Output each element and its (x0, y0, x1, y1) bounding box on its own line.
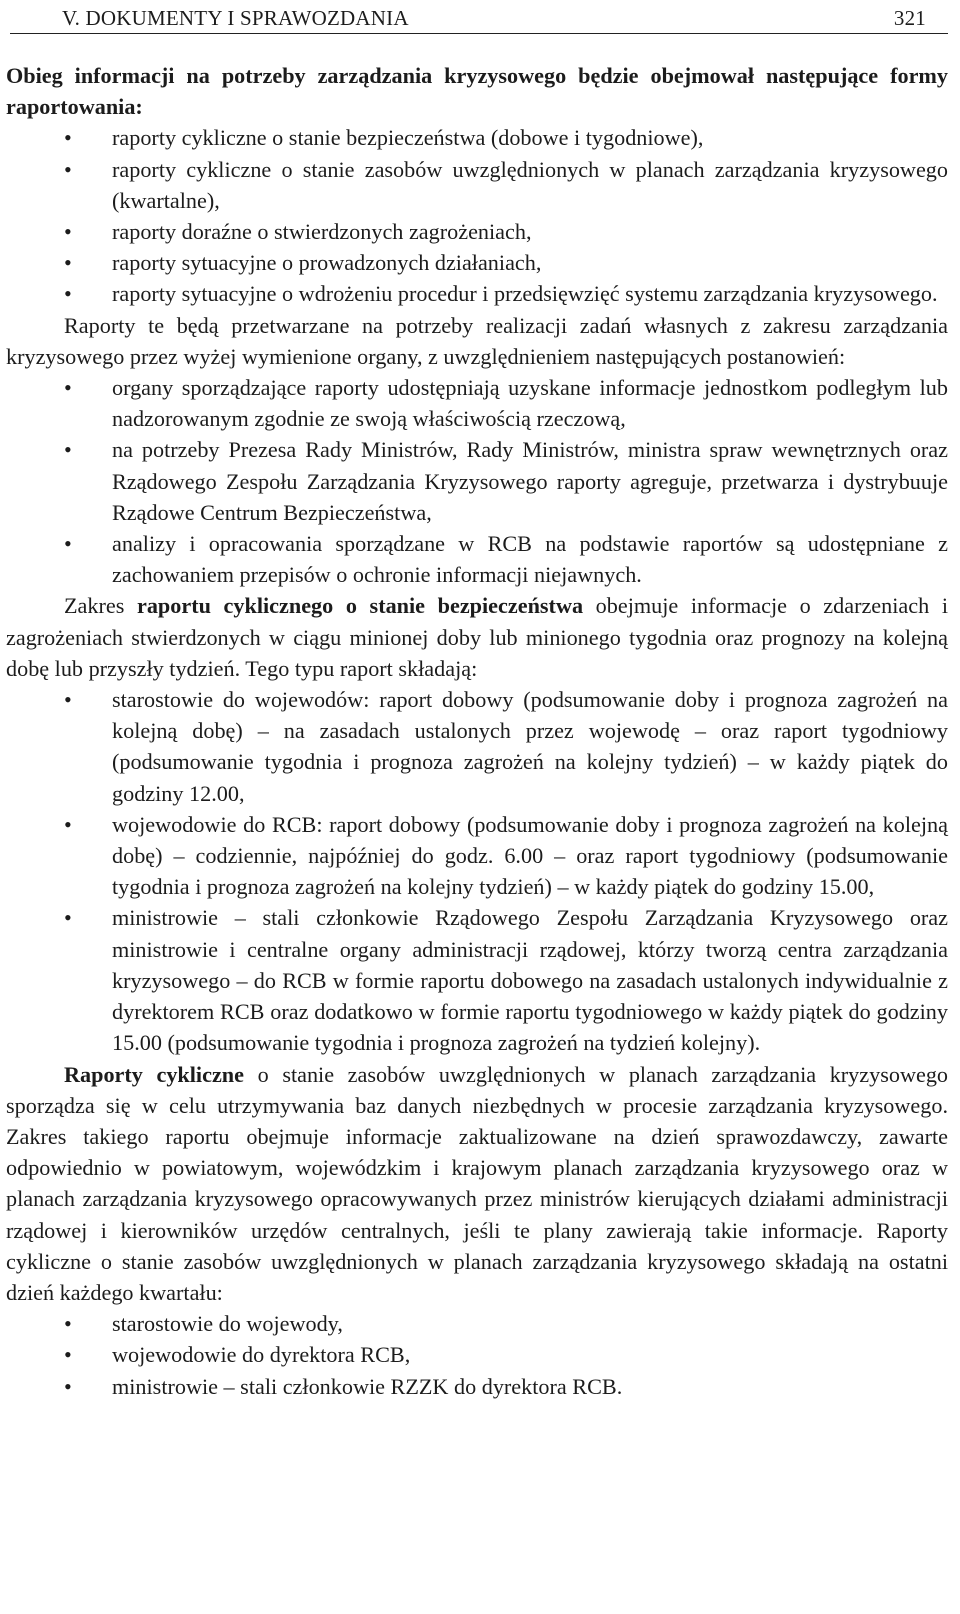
list-item: • raporty cykliczne o stanie bezpieczeństwa (dobowe i tygodniowe), (6, 122, 948, 153)
list-item: • wojewodowie do dyrektora RCB, (6, 1339, 948, 1370)
paragraph (6, 590, 948, 684)
list-item: • raporty sytuacyjne o prowadzonych działaniach, (6, 247, 948, 278)
section-title: V. DOKUMENTY I SPRAWOZDANIA (62, 6, 409, 30)
page-body (6, 34, 948, 1402)
bold-term: raportu cyklicznego o stanie bezpieczeństwa (136, 593, 584, 619)
paragraph-lead: Zakres (64, 593, 137, 619)
page-number: 321 (893, 6, 926, 30)
running-header (10, 0, 948, 34)
resource-report-list (6, 1308, 948, 1402)
provisions-list (6, 372, 948, 590)
list-item: • raporty cykliczne o stanie zasobów uwzględnionych w planach zarządzania kryzysowego (kwartalne), (6, 154, 948, 216)
reporting-forms-list (6, 122, 948, 309)
list-item: • starostowie do wojewody, (6, 1308, 948, 1339)
paragraph-text: o stanie zasobów uwzględnionych w planach zarządzania kryzysowego sporządza się w celu utrzymywania baz danych niezbędnych w procesie zarządzania kryzysowego. Zakres takiego raportu obejmuje informacje zaktualizowane na dzień sprawozdawczy, zawarte odpowiednio w powiatowym, wojewódzkim i krajowym planach zarządzania kryzysowego oraz w planach zarządzania kryzysowego opracowywanych przez ministrów kierujących działami administracji rządowej i kierowników urzędów centralnych, jeśli te plany zawierają takie informacje. Raporty cykliczne o stanie zasobów uwzględnionych w planach zarządzania kryzysowego składają na ostatni dzień każdego kwartału: (6, 1061, 949, 1305)
security-report-list (6, 684, 948, 1058)
list-item: • raporty doraźne o stwierdzonych zagrożeniach, (6, 216, 948, 247)
list-item: • ministrowie – stali członkowie RZZK do dyrektora RCB. (6, 1371, 948, 1402)
paragraph: Raporty te będą przetwarzane na potrzeby realizacji zadań własnych z zakresu zarządzania kryzysowego przez wyżej wymienione organy, z uwzględnieniem następujących postanowień: (6, 312, 948, 369)
list-item: • wojewodowie do RCB: raport dobowy (podsumowanie doby i prognoza zagrożeń na kolejną dobę) – codziennie, najpóźniej do godz. 6.00 – oraz raport tygodniowy (podsumowanie tygodnia i prognoza zagrożeń na kolejny tydzień) – w każdy piątek do godziny 15.00, (6, 809, 948, 903)
list-item: • organy sporządzające raporty udostępniają uzyskane informacje jednostkom podległym lub nadzorowanym zgodnie ze swoją właściwością rzeczową, (6, 372, 948, 434)
paragraph-text: obejmuje informacje o zdarzeniach i zagrożeniach stwierdzonych w ciągu minionej doby lub minionego tygodnia oraz prognozy na kolejną dobę lub przyszły tydzień. Tego typu raport składają: (6, 593, 948, 681)
paragraph (6, 1059, 948, 1309)
section-heading: Obieg informacji na potrzeby zarządzania kryzysowego będzie obejmował następujące formy raportowania: (6, 63, 948, 120)
list-item: • starostowie do wojewodów: raport dobowy (podsumowanie doby i prognoza zagrożeń na kolejną dobę) – na zasadach ustalonych przez wojewodę – oraz raport tygodniowy (podsumowanie tygodnia i prognoza zagrożeń na kolejny tydzień) – w każdy piątek do godziny 12.00, (6, 684, 948, 809)
list-item: • ministrowie – stali członkowie Rządowego Zespołu Zarządzania Kryzysowego oraz ministrowie i centralne organy administracji rządowej, którzy tworzą centra zarządzania kryzysowego – do RCB w formie raportu dobowego na zasadach ustalonych indywidualnie z dyrektorem RCB oraz dodatkowo w formie raportu tygodniowego w każdy piątek do godziny 15.00 (podsumowanie tygodnia i prognoza zagrożeń na tydzień kolejny). (6, 902, 948, 1058)
list-item: • analizy i opracowania sporządzane w RCB na podstawie raportów są udostępniane z zachowaniem przepisów o ochronie informacji niejawnych. (6, 528, 948, 590)
list-item: • raporty sytuacyjne o wdrożeniu procedur i przedsięwzięć systemu zarządzania kryzysowego. (6, 278, 948, 309)
bold-term: Raporty cykliczne (64, 1061, 244, 1087)
list-item: • na potrzeby Prezesa Rady Ministrów, Rady Ministrów, ministra spraw wewnętrznych oraz Rządowego Zespołu Zarządzania Kryzysowego raporty agreguje, przetwarza i dystrybuuje Rządowe Centrum Bezpieczeństwa, (6, 434, 948, 528)
